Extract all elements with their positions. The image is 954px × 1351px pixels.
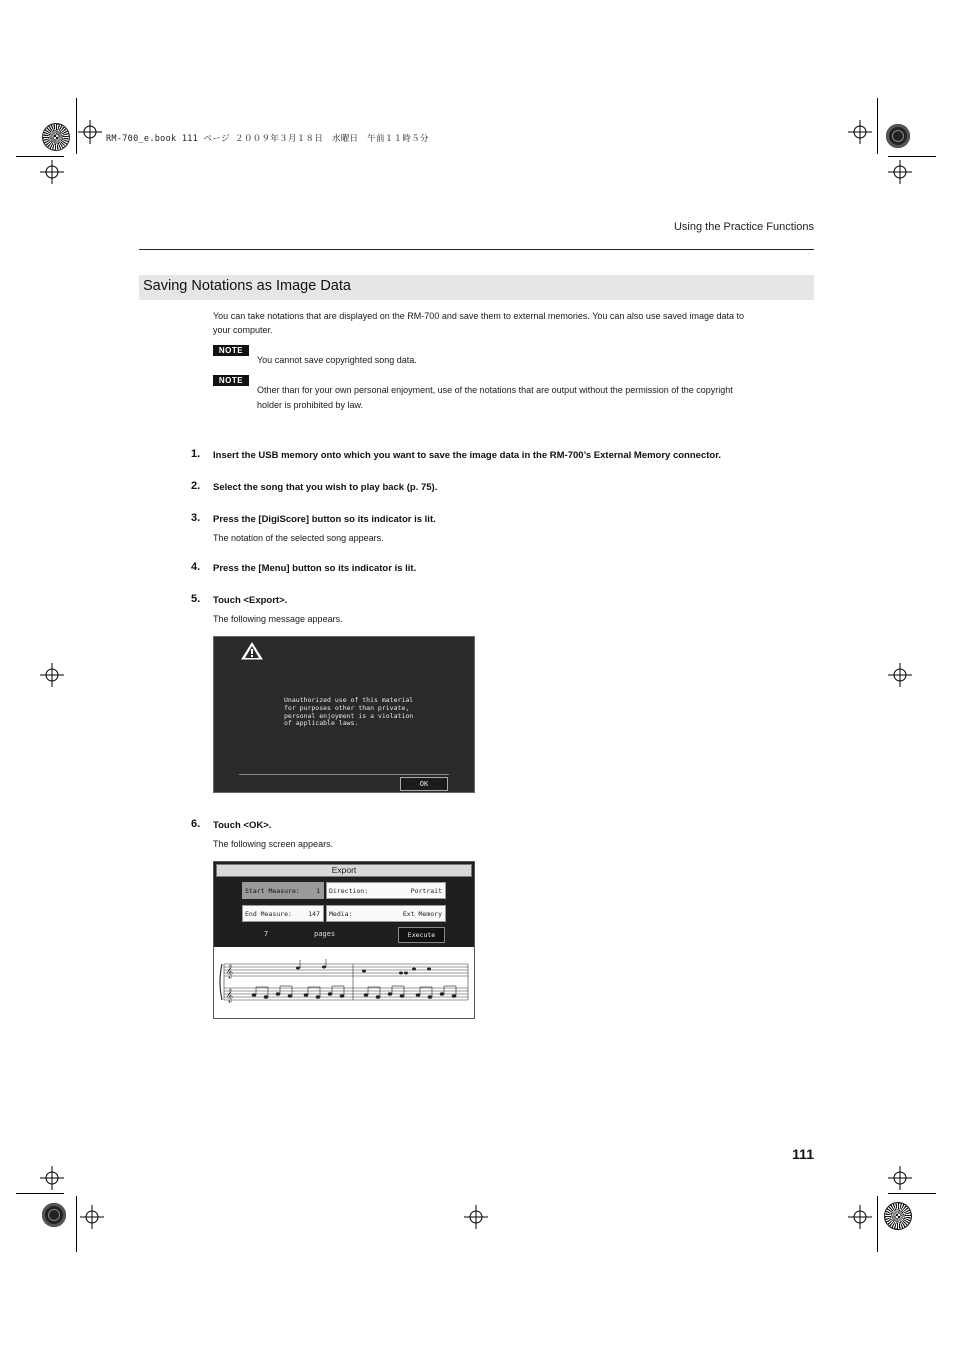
step-text: Press the [DigiScore] button so its indicator is lit. — [213, 514, 436, 525]
registration-mark-icon — [886, 124, 910, 148]
running-head: Using the Practice Functions — [673, 221, 814, 233]
score-preview — [214, 947, 474, 1018]
intro-line-1: You can take notations that are displayed on the RM-700 and save them to external memories. You can also use saved image data to — [213, 311, 744, 321]
svg-text:𝄞: 𝄞 — [226, 988, 234, 1002]
warning-message — [284, 697, 413, 728]
note-text: holder is prohibited by law. — [257, 400, 364, 410]
warning-line: Unauthorized use of this material — [284, 696, 414, 704]
registration-burst-icon — [884, 1202, 912, 1230]
crosshair-icon — [78, 120, 102, 144]
warning-triangle-icon — [241, 642, 263, 660]
start-measure-field[interactable] — [242, 882, 324, 899]
field-value: 1 — [316, 887, 320, 895]
crosshair-icon — [464, 1205, 488, 1229]
crosshair-icon — [40, 663, 64, 687]
step-result: The following screen appears. — [213, 839, 334, 849]
crosshair-icon — [888, 1166, 912, 1190]
registration-burst-icon — [42, 123, 70, 151]
note-text: You cannot save copyrighted song data. — [257, 355, 417, 365]
step-number: 4. — [191, 561, 201, 573]
page-number: 111 — [792, 1146, 814, 1162]
step-text: Touch <OK>. — [213, 820, 272, 831]
direction-field[interactable] — [326, 882, 446, 899]
export-panel — [214, 862, 474, 947]
crosshair-icon — [40, 1166, 64, 1190]
step-text: Touch <Export>. — [213, 595, 288, 606]
pages-count: 7 — [264, 930, 269, 938]
field-value: 147 — [308, 910, 320, 918]
step-number: 6. — [191, 818, 201, 830]
export-title: Export — [216, 864, 472, 877]
step-number: 3. — [191, 512, 201, 524]
field-label: End Measure: — [245, 910, 292, 918]
step-number: 5. — [191, 593, 201, 605]
ok-button[interactable]: OK — [400, 777, 448, 791]
execute-button[interactable]: Execute — [398, 927, 445, 943]
end-measure-field[interactable] — [242, 905, 324, 922]
step-number: 2. — [191, 480, 201, 492]
crosshair-icon — [40, 160, 64, 184]
field-value: Ext Memory — [402, 910, 442, 918]
crosshair-icon — [888, 160, 912, 184]
pages-label: pages — [314, 930, 336, 938]
crosshair-icon — [848, 1205, 872, 1229]
field-label: Media: — [329, 910, 353, 918]
warning-line: for purposes other than private, — [284, 703, 410, 712]
export-screen — [213, 861, 475, 1019]
crosshair-icon — [848, 120, 872, 144]
registration-mark-icon — [42, 1203, 66, 1227]
note-text: Other than for your own personal enjoyment, use of the notations that are output without the permission of the copyright — [257, 385, 733, 395]
intro-line-2: your computer. — [213, 325, 273, 335]
section-header — [139, 275, 814, 300]
step-number: 1. — [191, 448, 201, 460]
print-header: RM-700_e.book 111 ページ ２００９年３月１８日 水曜日 午前１１時５分 — [106, 134, 429, 144]
step-text: Select the song that you wish to play back (p. 75). — [213, 482, 438, 493]
warning-line: personal enjoyment is a violation — [284, 711, 414, 720]
crosshair-icon — [888, 663, 912, 687]
note-badge: NOTE — [213, 345, 249, 356]
media-field[interactable] — [326, 905, 446, 922]
step-text: Insert the USB memory onto which you want to save the image data in the RM-700’s External Memory connector. — [213, 450, 722, 461]
divider — [239, 774, 449, 775]
step-result: The following message appears. — [213, 614, 343, 624]
note-badge: NOTE — [213, 375, 249, 386]
field-label: Direction: — [329, 887, 369, 895]
step-result: The notation of the selected song appears. — [213, 533, 384, 543]
crosshair-icon — [80, 1205, 104, 1229]
section-title: Saving Notations as Image Data — [143, 278, 351, 294]
field-label: Start Measure: — [245, 887, 300, 895]
svg-text:𝄞: 𝄞 — [226, 964, 234, 978]
step-text: Press the [Menu] button so its indicator is lit. — [213, 563, 417, 574]
field-value: Portrait — [410, 887, 442, 895]
warning-screen — [213, 636, 475, 793]
warning-line: of applicable laws. — [284, 719, 359, 728]
header-rule — [139, 249, 814, 250]
